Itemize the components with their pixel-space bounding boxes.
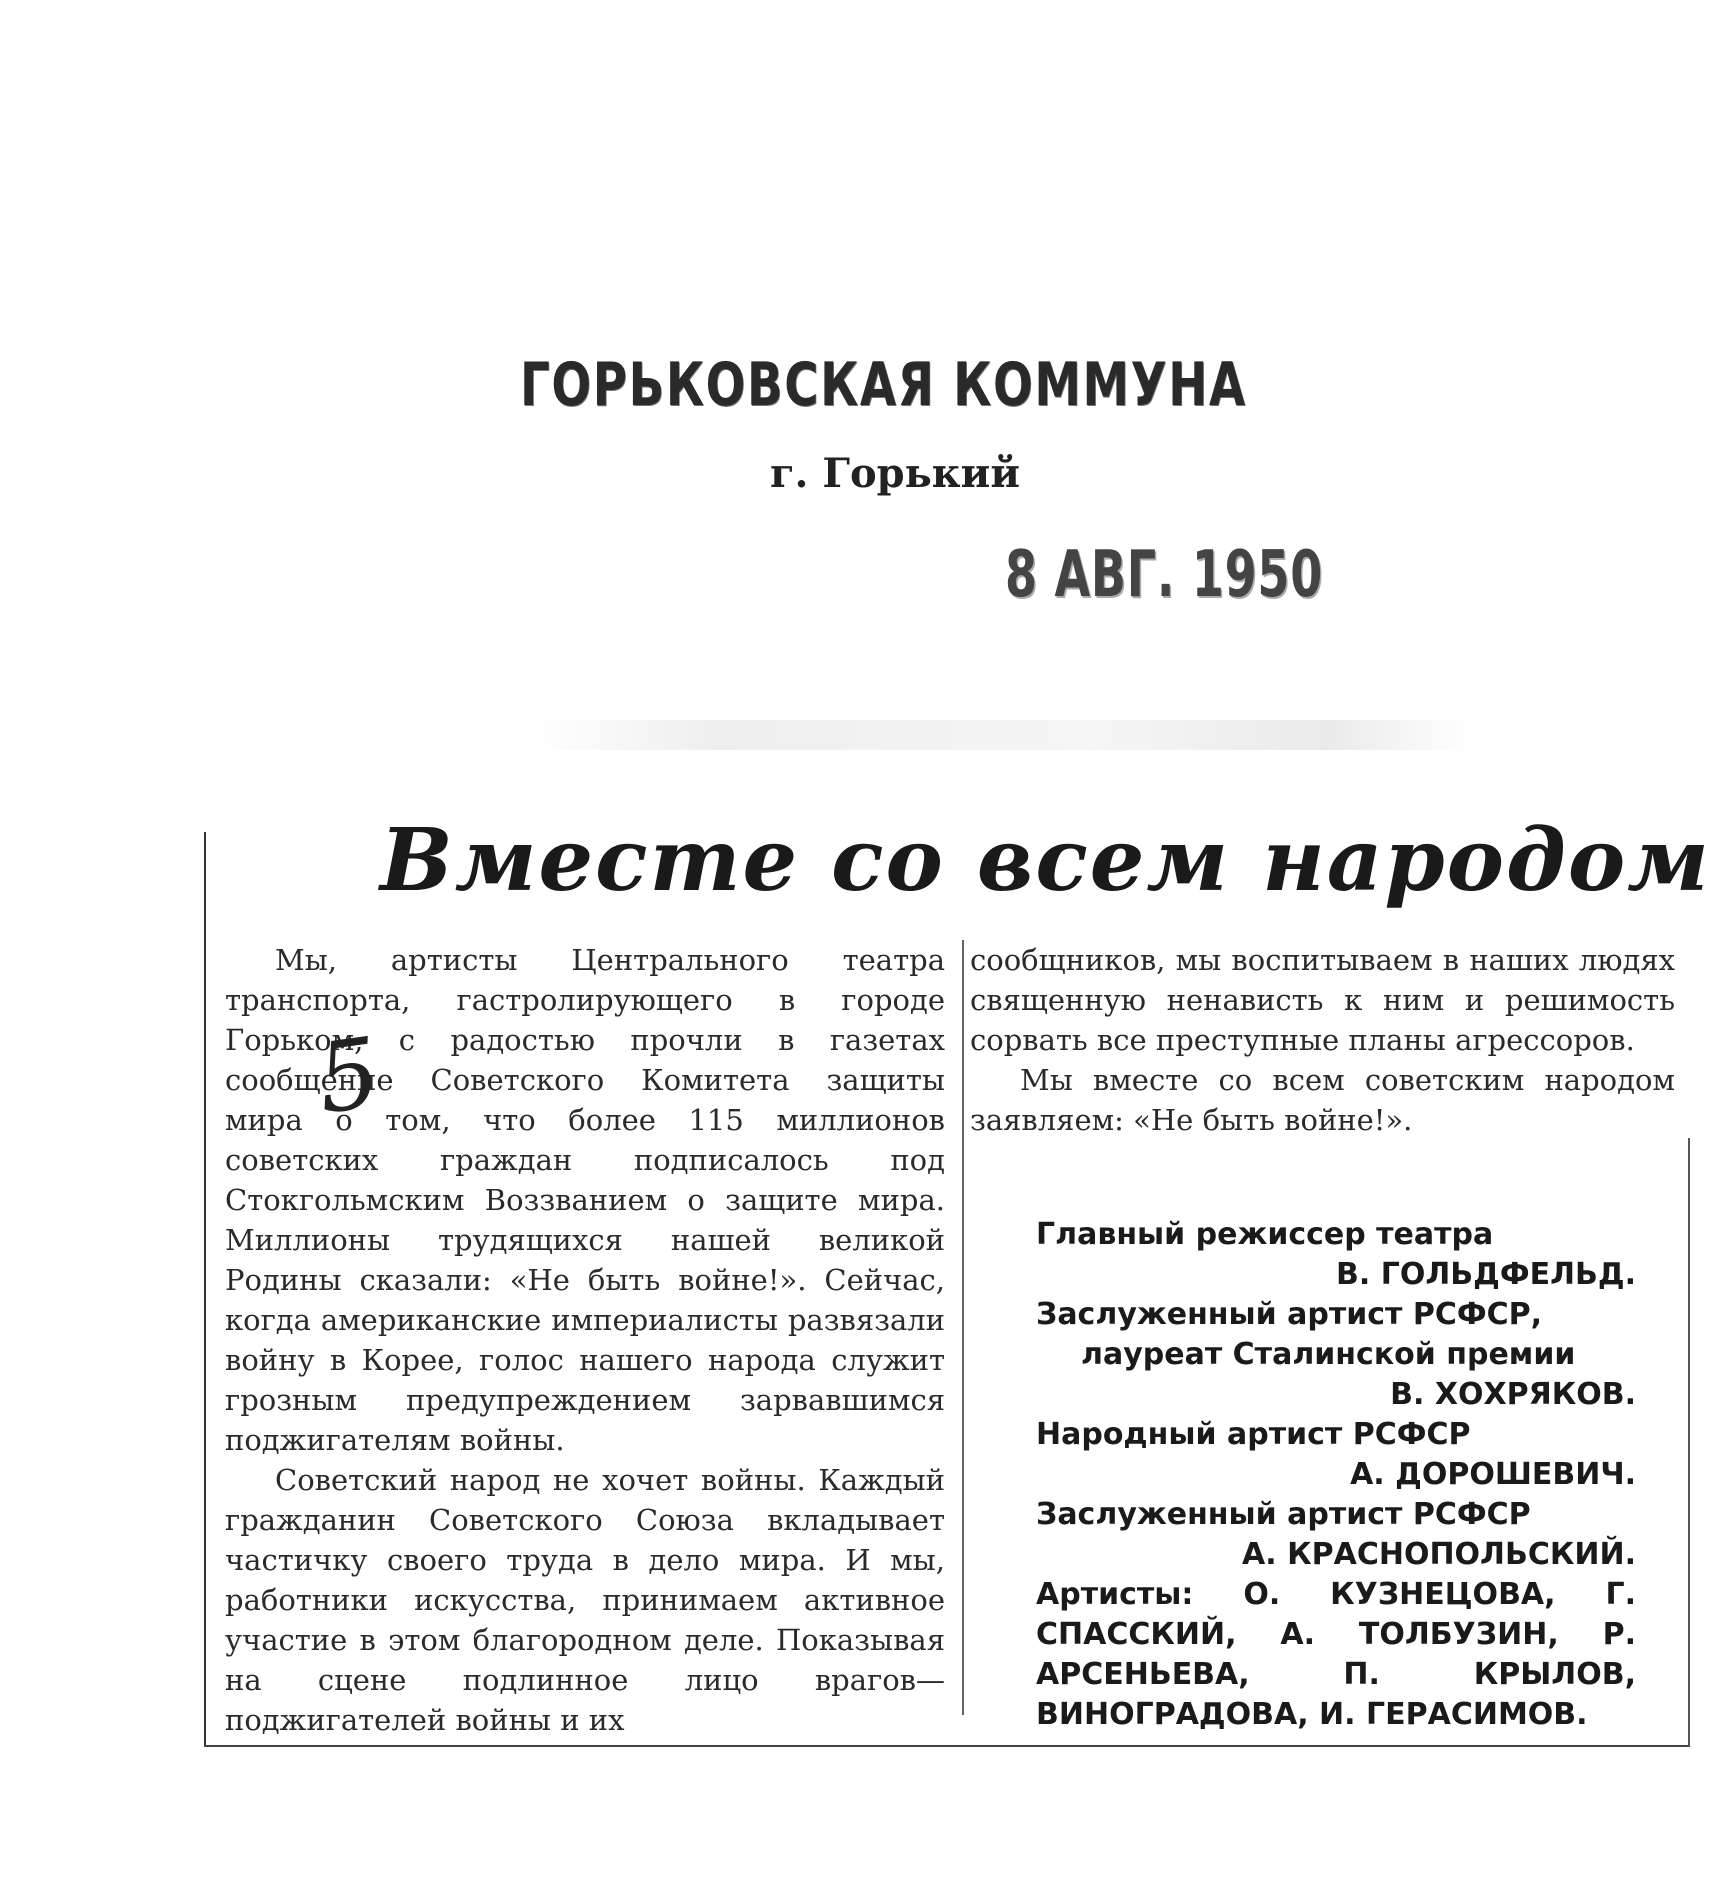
- column-divider: [962, 940, 964, 1715]
- signature-artists-list: Артисты: О. КУЗНЕЦОВА, Г. СПАССКИЙ, А. ТОЛБУЗИН, Р. АРСЕНЬЕВА, П. КРЫЛОВ, ВИНОГРАДОВА, И. ГЕРАСИМОВ.: [1036, 1577, 1636, 1732]
- signature-block: [1036, 1215, 1636, 1735]
- signature-role: Заслуженный артист РСФСР,: [1036, 1297, 1543, 1332]
- signature-role: Главный режиссер театра: [1036, 1217, 1494, 1252]
- signature-name: В. ХОХРЯКОВ.: [1390, 1377, 1636, 1412]
- newspaper-stamp-title: ГОРЬКОВСКАЯ КОММУНА: [520, 350, 1247, 420]
- newspaper-stamp-city: г. Горький: [770, 450, 1020, 497]
- scan-artifact-band: [530, 720, 1470, 750]
- signature-name: А. ДОРОШЕВИЧ.: [1350, 1457, 1636, 1492]
- signature-name: А. КРАСНОПОЛЬСКИЙ.: [1242, 1537, 1636, 1572]
- clipping-border-left: [204, 832, 206, 1747]
- article-paragraph: Мы, артисты Центрального театра транспорта, гастролирующего в городе Горьком, с радостью прочли в газетах сообщение Советского Комитета защиты мира о том, что более 115 миллионов советских граждан подписалось под Стокгольмским Воззванием о защите мира. Миллионы трудящихся нашей великой Родины сказали: «Не быть войне!». Сейчас, когда американские империалисты развязали войну в Корее, голос нашего народа служит грозным предупреждением зарвавшимся поджигателям войны.: [225, 943, 945, 1457]
- article-paragraph: Мы вместе со всем советским народом заявляем: «Не быть войне!».: [970, 1063, 1675, 1137]
- handwritten-mark: 5: [310, 1016, 387, 1136]
- newspaper-stamp-date: 8 АВГ. 1950: [1005, 538, 1323, 612]
- article-paragraph: Советский народ не хочет войны. Каждый гражданин Советского Союза вкладывает частичку своего труда в дело мира. И мы, работники искусства, принимаем активное участие в этом благородном деле. Показывая на сцене подлинное лицо врагов—поджигателей войны и их: [225, 1463, 945, 1737]
- article-right-column: [970, 940, 1675, 1140]
- clipping-border-bottom: [204, 1745, 1690, 1747]
- signature-role: Народный артист РСФСР: [1036, 1417, 1471, 1452]
- signature-role: Заслуженный артист РСФСР: [1036, 1497, 1531, 1532]
- clipping-border-right: [1688, 1138, 1690, 1746]
- article-headline: Вместе со всем народом: [380, 810, 1711, 911]
- signature-name: В. ГОЛЬДФЕЛЬД.: [1336, 1257, 1636, 1292]
- signature-role: лауреат Сталинской премии: [1081, 1337, 1576, 1372]
- article-paragraph: сообщников, мы воспитываем в наших людях священную ненависть к ним и решимость сорвать все преступные планы агрессоров.: [970, 943, 1675, 1057]
